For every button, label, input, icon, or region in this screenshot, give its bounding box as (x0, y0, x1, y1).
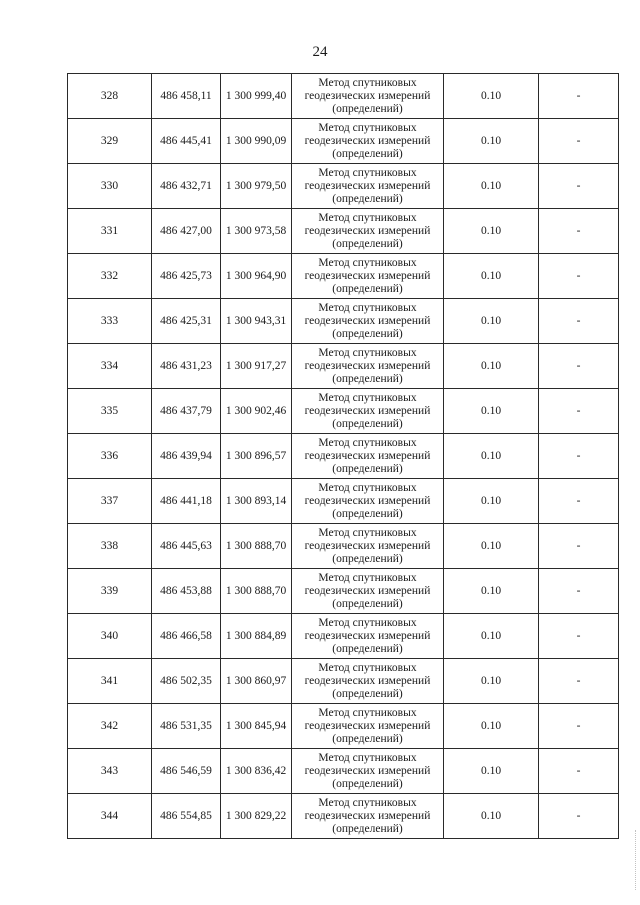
method-text: Метод спутниковых геодезических измерений (определений) (304, 526, 431, 565)
table-row (68, 479, 619, 524)
table-row (68, 344, 619, 389)
accuracy-cell (444, 164, 539, 209)
method-cell (292, 524, 444, 569)
x-coordinate-cell (152, 164, 221, 209)
method-text: Метод спутниковых геодезических измерений (определений) (304, 346, 431, 385)
table-row (68, 299, 619, 344)
table-row (68, 164, 619, 209)
accuracy-cell (444, 434, 539, 479)
description-cell (539, 569, 619, 614)
description-text: - (576, 629, 581, 642)
method-text: Метод спутниковых геодезических измерений (определений) (304, 796, 431, 835)
method-text: Метод спутниковых геодезических измерений (определений) (304, 256, 431, 295)
x-coordinate-text: 486 445,63 (160, 539, 212, 552)
y-coordinate-text: 1 300 884,89 (225, 629, 287, 642)
accuracy-cell (444, 209, 539, 254)
y-coordinate-text: 1 300 973,58 (225, 224, 287, 237)
method-cell (292, 479, 444, 524)
accuracy-text: 0.10 (480, 314, 502, 327)
method-text: Метод спутниковых геодезических измерений (определений) (304, 211, 431, 250)
method-cell (292, 164, 444, 209)
method-cell (292, 254, 444, 299)
method-cell (292, 704, 444, 749)
y-coordinate-text: 1 300 979,50 (225, 179, 287, 192)
description-text: - (576, 674, 581, 687)
method-text: Метод спутниковых геодезических измерений (определений) (304, 481, 431, 520)
description-text: - (576, 764, 581, 777)
x-coordinate-cell (152, 749, 221, 794)
x-coordinate-text: 486 546,59 (160, 764, 212, 777)
description-cell (539, 434, 619, 479)
y-coordinate-cell (221, 389, 292, 434)
description-text: - (576, 809, 581, 822)
description-cell (539, 344, 619, 389)
y-coordinate-text: 1 300 836,42 (225, 764, 287, 777)
x-coordinate-cell (152, 344, 221, 389)
x-coordinate-cell (152, 209, 221, 254)
accuracy-text: 0.10 (480, 809, 502, 822)
coordinates-table (67, 73, 619, 839)
point-number-cell (68, 569, 152, 614)
y-coordinate-cell (221, 569, 292, 614)
description-cell (539, 479, 619, 524)
coordinates-table-body (68, 74, 619, 839)
y-coordinate-cell (221, 74, 292, 119)
table-row (68, 209, 619, 254)
table-row (68, 614, 619, 659)
method-cell (292, 434, 444, 479)
accuracy-text: 0.10 (480, 764, 502, 777)
accuracy-text: 0.10 (480, 134, 502, 147)
y-coordinate-text: 1 300 845,94 (225, 719, 287, 732)
description-cell (539, 254, 619, 299)
description-text: - (576, 449, 581, 462)
description-cell (539, 299, 619, 344)
accuracy-cell (444, 299, 539, 344)
y-coordinate-text: 1 300 999,40 (225, 89, 287, 102)
x-coordinate-cell (152, 524, 221, 569)
table-row (68, 659, 619, 704)
point-number-text: 337 (100, 494, 119, 507)
x-coordinate-text: 486 441,18 (160, 494, 212, 507)
x-coordinate-cell (152, 794, 221, 839)
x-coordinate-cell (152, 119, 221, 164)
point-number-text: 331 (100, 224, 119, 237)
x-coordinate-text: 486 432,71 (160, 179, 212, 192)
accuracy-text: 0.10 (480, 449, 502, 462)
accuracy-cell (444, 254, 539, 299)
accuracy-cell (444, 614, 539, 659)
point-number-text: 335 (100, 404, 119, 417)
point-number-cell (68, 749, 152, 794)
description-text: - (576, 494, 581, 507)
description-text: - (576, 134, 581, 147)
method-text: Метод спутниковых геодезических измерений (определений) (304, 391, 431, 430)
accuracy-text: 0.10 (480, 719, 502, 732)
x-coordinate-text: 486 453,88 (160, 584, 212, 597)
method-text: Метод спутниковых геодезических измерений (определений) (304, 661, 431, 700)
y-coordinate-cell (221, 524, 292, 569)
x-coordinate-cell (152, 569, 221, 614)
description-cell (539, 614, 619, 659)
y-coordinate-text: 1 300 902,46 (225, 404, 287, 417)
x-coordinate-cell (152, 479, 221, 524)
description-cell (539, 209, 619, 254)
table-row (68, 254, 619, 299)
description-cell (539, 389, 619, 434)
y-coordinate-cell (221, 164, 292, 209)
x-coordinate-text: 486 531,35 (160, 719, 212, 732)
description-text: - (576, 719, 581, 732)
method-cell (292, 209, 444, 254)
x-coordinate-cell (152, 389, 221, 434)
point-number-text: 333 (100, 314, 119, 327)
point-number-text: 330 (100, 179, 119, 192)
x-coordinate-cell (152, 434, 221, 479)
y-coordinate-text: 1 300 990,09 (225, 134, 287, 147)
y-coordinate-text: 1 300 888,70 (225, 539, 287, 552)
table-row (68, 389, 619, 434)
method-text: Метод спутниковых геодезических измерений (определений) (304, 751, 431, 790)
method-cell (292, 299, 444, 344)
description-cell (539, 659, 619, 704)
point-number-cell (68, 794, 152, 839)
table-row (68, 749, 619, 794)
x-coordinate-cell (152, 704, 221, 749)
table-row (68, 74, 619, 119)
y-coordinate-text: 1 300 860,97 (225, 674, 287, 687)
y-coordinate-cell (221, 749, 292, 794)
point-number-cell (68, 434, 152, 479)
accuracy-text: 0.10 (480, 584, 502, 597)
method-text: Метод спутниковых геодезических измерений (определений) (304, 616, 431, 655)
description-cell (539, 74, 619, 119)
point-number-text: 334 (100, 359, 119, 372)
description-cell (539, 749, 619, 794)
accuracy-cell (444, 569, 539, 614)
accuracy-cell (444, 119, 539, 164)
y-coordinate-cell (221, 479, 292, 524)
point-number-cell (68, 524, 152, 569)
method-text: Метод спутниковых геодезических измерений (определений) (304, 121, 431, 160)
description-text: - (576, 539, 581, 552)
x-coordinate-text: 486 437,79 (160, 404, 212, 417)
point-number-cell (68, 299, 152, 344)
description-text: - (576, 179, 581, 192)
accuracy-cell (444, 74, 539, 119)
x-coordinate-text: 486 445,41 (160, 134, 212, 147)
point-number-text: 329 (100, 134, 119, 147)
method-text: Метод спутниковых геодезических измерений (определений) (304, 571, 431, 610)
y-coordinate-cell (221, 434, 292, 479)
accuracy-cell (444, 794, 539, 839)
accuracy-text: 0.10 (480, 539, 502, 552)
point-number-cell (68, 389, 152, 434)
accuracy-text: 0.10 (480, 629, 502, 642)
x-coordinate-cell (152, 659, 221, 704)
description-text: - (576, 224, 581, 237)
method-cell (292, 119, 444, 164)
x-coordinate-text: 486 466,58 (160, 629, 212, 642)
accuracy-cell (444, 749, 539, 794)
x-coordinate-text: 486 439,94 (160, 449, 212, 462)
description-text: - (576, 269, 581, 282)
y-coordinate-text: 1 300 893,14 (225, 494, 287, 507)
description-text: - (576, 584, 581, 597)
description-cell (539, 164, 619, 209)
accuracy-cell (444, 524, 539, 569)
table-row (68, 434, 619, 479)
y-coordinate-cell (221, 704, 292, 749)
y-coordinate-cell (221, 794, 292, 839)
table-row (68, 524, 619, 569)
accuracy-text: 0.10 (480, 404, 502, 417)
accuracy-cell (444, 479, 539, 524)
description-cell (539, 524, 619, 569)
y-coordinate-cell (221, 254, 292, 299)
x-coordinate-cell (152, 74, 221, 119)
point-number-cell (68, 704, 152, 749)
description-cell (539, 119, 619, 164)
method-text: Метод спутниковых геодезических измерений (определений) (304, 706, 431, 745)
page-number: 24 (312, 44, 328, 60)
point-number-text: 343 (100, 764, 119, 777)
point-number-cell (68, 119, 152, 164)
table-row (68, 794, 619, 839)
y-coordinate-cell (221, 614, 292, 659)
accuracy-text: 0.10 (480, 359, 502, 372)
x-coordinate-text: 486 425,73 (160, 269, 212, 282)
point-number-text: 338 (100, 539, 119, 552)
y-coordinate-text: 1 300 888,70 (225, 584, 287, 597)
description-cell (539, 704, 619, 749)
x-coordinate-text: 486 427,00 (160, 224, 212, 237)
point-number-text: 332 (100, 269, 119, 282)
point-number-cell (68, 164, 152, 209)
method-text: Метод спутниковых геодезических измерений (определений) (304, 76, 431, 115)
x-coordinate-text: 486 554,85 (160, 809, 212, 822)
accuracy-text: 0.10 (480, 674, 502, 687)
table-row (68, 119, 619, 164)
point-number-cell (68, 479, 152, 524)
accuracy-text: 0.10 (480, 179, 502, 192)
accuracy-cell (444, 344, 539, 389)
y-coordinate-cell (221, 299, 292, 344)
scan-edge-specks (633, 830, 636, 890)
point-number-cell (68, 614, 152, 659)
method-text: Метод спутниковых геодезических измерений (определений) (304, 166, 431, 205)
point-number-text: 344 (100, 809, 119, 822)
point-number-text: 336 (100, 449, 119, 462)
accuracy-text: 0.10 (480, 224, 502, 237)
method-cell (292, 74, 444, 119)
x-coordinate-text: 486 458,11 (160, 89, 212, 102)
x-coordinate-text: 486 425,31 (160, 314, 212, 327)
y-coordinate-text: 1 300 943,31 (225, 314, 287, 327)
method-cell (292, 749, 444, 794)
y-coordinate-text: 1 300 964,90 (225, 269, 287, 282)
accuracy-text: 0.10 (480, 269, 502, 282)
point-number-text: 342 (100, 719, 119, 732)
x-coordinate-text: 486 431,23 (160, 359, 212, 372)
description-text: - (576, 404, 581, 417)
method-cell (292, 614, 444, 659)
method-text: Метод спутниковых геодезических измерений (определений) (304, 301, 431, 340)
y-coordinate-text: 1 300 829,22 (225, 809, 287, 822)
x-coordinate-cell (152, 299, 221, 344)
description-text: - (576, 314, 581, 327)
y-coordinate-cell (221, 119, 292, 164)
method-text: Метод спутниковых геодезических измерений (определений) (304, 436, 431, 475)
y-coordinate-cell (221, 344, 292, 389)
method-cell (292, 659, 444, 704)
point-number-cell (68, 344, 152, 389)
method-cell (292, 344, 444, 389)
accuracy-text: 0.10 (480, 89, 502, 102)
y-coordinate-text: 1 300 917,27 (225, 359, 287, 372)
point-number-text: 328 (100, 89, 119, 102)
y-coordinate-cell (221, 659, 292, 704)
point-number-text: 341 (100, 674, 119, 687)
point-number-cell (68, 209, 152, 254)
x-coordinate-cell (152, 254, 221, 299)
table-row (68, 704, 619, 749)
point-number-cell (68, 659, 152, 704)
method-cell (292, 389, 444, 434)
point-number-text: 339 (100, 584, 119, 597)
description-text: - (576, 89, 581, 102)
accuracy-cell (444, 389, 539, 434)
accuracy-cell (444, 659, 539, 704)
description-text: - (576, 359, 581, 372)
method-cell (292, 569, 444, 614)
point-number-text: 340 (100, 629, 119, 642)
accuracy-cell (444, 704, 539, 749)
method-cell (292, 794, 444, 839)
y-coordinate-text: 1 300 896,57 (225, 449, 287, 462)
y-coordinate-cell (221, 209, 292, 254)
x-coordinate-text: 486 502,35 (160, 674, 212, 687)
point-number-cell (68, 74, 152, 119)
point-number-cell (68, 254, 152, 299)
x-coordinate-cell (152, 614, 221, 659)
accuracy-text: 0.10 (480, 494, 502, 507)
description-cell (539, 794, 619, 839)
table-row (68, 569, 619, 614)
